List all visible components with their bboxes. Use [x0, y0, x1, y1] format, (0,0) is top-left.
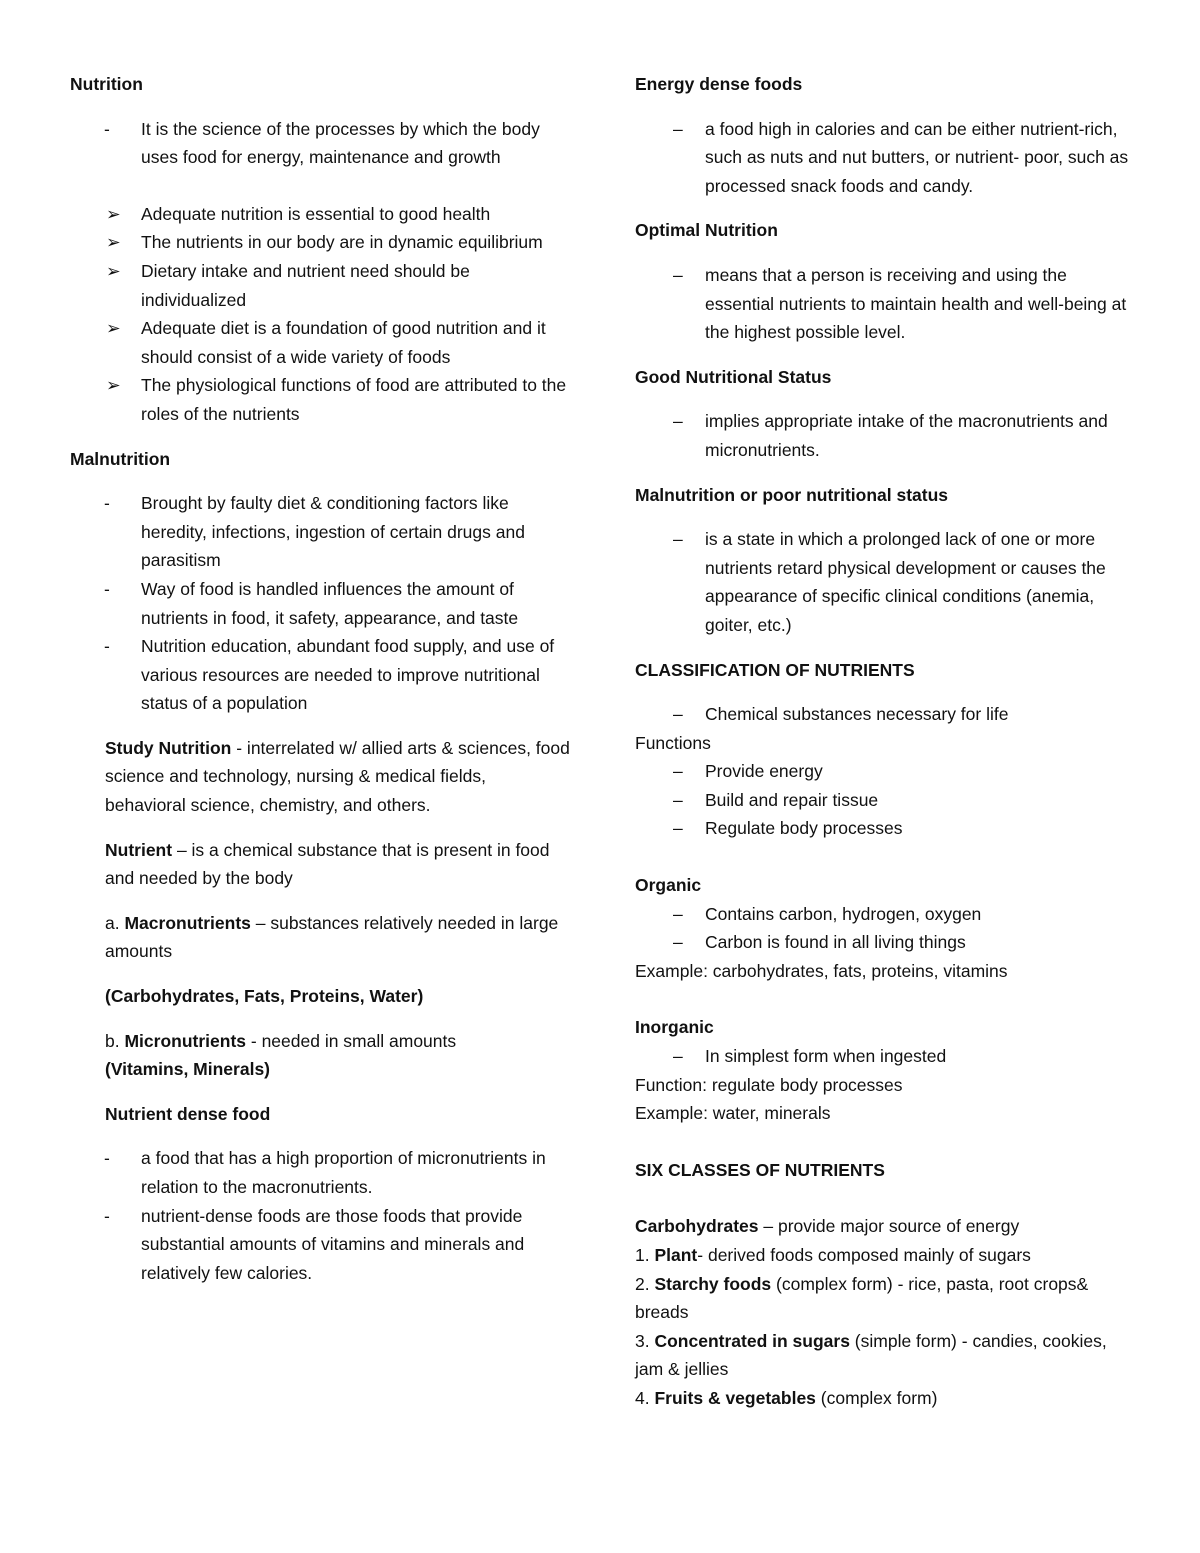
inorganic-example: Example: water, minerals: [635, 1103, 831, 1124]
list-item: – is a state in which a prolonged lack of one or more nutrients retard physical development or causes the appearance of specific clinical conditions (anemia, goiter, etc.): [635, 525, 1135, 639]
dash-marker: –: [673, 1046, 683, 1067]
poor-status-list: [635, 525, 1135, 639]
dash-marker: –: [673, 761, 683, 782]
nutrition-points-list: [70, 200, 570, 429]
energy-dense-list: [635, 115, 1135, 201]
left-column: [70, 70, 570, 1287]
right-column: [635, 70, 1135, 1413]
heading-nutrient-dense-food: Nutrient dense food: [105, 1103, 271, 1124]
micronutrients-term: Micronutrients: [124, 1030, 247, 1051]
dash-marker: -: [104, 578, 110, 599]
list-item: – Carbon is found in all living things: [635, 928, 1135, 957]
functions-label: Functions: [635, 732, 711, 753]
macronutrients-term: Macronutrients: [124, 912, 251, 933]
list-item: - Way of food is handled influences the amount of nutrients in food, it safety, appearance, and taste: [70, 575, 570, 632]
micronutrients-examples: (Vitamins, Minerals): [105, 1059, 271, 1080]
dash-marker: –: [673, 704, 683, 725]
dash-marker: -: [104, 493, 110, 514]
dash-marker: –: [673, 529, 683, 550]
list-item: - a food that has a high proportion of micronutrients in relation to the macronutrients.: [70, 1144, 570, 1201]
dash-marker: -: [104, 636, 110, 657]
dash-marker: -: [104, 1205, 110, 1226]
list-item: – Chemical substances necessary for life: [635, 700, 1135, 729]
list-item: – Contains carbon, hydrogen, oxygen: [635, 900, 1135, 929]
list-item: – Build and repair tissue: [635, 786, 1135, 815]
list-item: – a food high in calories and can be either nutrient-rich, such as nuts and nut butters, or nutrient- poor, such as processed snack foods and candy.: [635, 115, 1135, 201]
macronutrients-definition: a. Macronutrients – substances relatively needed in large amounts: [105, 912, 559, 962]
organic-list: [635, 900, 1135, 957]
list-item: - nutrient-dense foods are those foods that provide substantial amounts of vitamins and minerals and relatively few calories.: [70, 1202, 570, 1288]
micronutrients-definition: b. Micronutrients - needed in small amounts: [105, 1030, 457, 1051]
carb-list-item-3: 3. Concentrated in sugars (simple form) - candies, cookies, jam & jellies: [635, 1330, 1107, 1380]
list-item: ➢ The nutrients in our body are in dynamic equilibrium: [70, 228, 570, 257]
list-item: – means that a person is receiving and using the essential nutrients to maintain health and well-being at the highest possible level.: [635, 261, 1135, 347]
list-item: ➢ Adequate diet is a foundation of good nutrition and it should consist of a wide variety of foods: [70, 314, 570, 371]
carbohydrates-definition: Carbohydrates – provide major source of energy: [635, 1216, 1020, 1237]
nutrition-definition-list: [70, 115, 570, 172]
list-item: – In simplest form when ingested: [635, 1042, 1135, 1071]
study-nutrition-term: Study Nutrition: [105, 737, 232, 758]
carb-list-item-4: 4. Fruits & vegetables (complex form): [635, 1387, 938, 1408]
optimal-nutrition-list: [635, 261, 1135, 347]
list-item: – Regulate body processes: [635, 814, 1135, 843]
heading-energy-dense-foods: Energy dense foods: [635, 74, 803, 94]
nutrient-term: Nutrient: [105, 839, 173, 860]
list-item: - It is the science of the processes by which the body uses food for energy, maintenance and growth: [70, 115, 570, 172]
dash-marker: –: [673, 818, 683, 839]
macronutrients-examples: (Carbohydrates, Fats, Proteins, Water): [105, 986, 424, 1007]
list-item: ➢ Adequate nutrition is essential to good health: [70, 200, 570, 229]
dash-marker: –: [673, 264, 683, 285]
heading-nutrition: Nutrition: [70, 74, 143, 94]
nutrient-dense-list: [70, 1144, 570, 1287]
study-nutrition-paragraph: Study Nutrition - interrelated w/ allied arts & sciences, food science and technology, nursing & medical fields, behavioral science, chemistry, and others.: [105, 737, 570, 816]
organic-example: Example: carbohydrates, fats, proteins, vitamins: [635, 960, 1008, 981]
list-item: ➢ Dietary intake and nutrient need should be individualized: [70, 257, 570, 314]
dash-marker: -: [104, 1148, 110, 1169]
dash-marker: –: [673, 118, 683, 139]
dash-marker: –: [673, 789, 683, 810]
list-item: – Provide energy: [635, 757, 1135, 786]
carb-list-item-1: 1. Plant- derived foods composed mainly of sugars: [635, 1245, 1031, 1265]
nutrient-definition: Nutrient – is a chemical substance that is present in food and needed by the body: [105, 839, 550, 889]
inorganic-list: [635, 1042, 1135, 1071]
arrow-bullet-icon: ➢: [106, 203, 121, 224]
heading-good-nutritional-status: Good Nutritional Status: [635, 366, 832, 387]
inorganic-function: Function: regulate body processes: [635, 1074, 903, 1095]
dash-marker: –: [673, 903, 683, 924]
dash-marker: –: [673, 411, 683, 432]
functions-list: [635, 757, 1135, 843]
heading-organic: Organic: [635, 875, 702, 896]
list-item: - Brought by faulty diet & conditioning factors like heredity, infections, ingestion of certain drugs and parasitism: [70, 489, 570, 575]
arrow-bullet-icon: ➢: [106, 318, 121, 339]
dash-marker: -: [104, 118, 110, 139]
heading-inorganic: Inorganic: [635, 1017, 714, 1038]
good-status-list: [635, 407, 1135, 464]
list-item: – implies appropriate intake of the macronutrients and micronutrients.: [635, 407, 1135, 464]
heading-poor-nutritional-status: Malnutrition or poor nutritional status: [635, 484, 949, 505]
heading-six-classes: SIX CLASSES OF NUTRIENTS: [635, 1159, 885, 1180]
heading-optimal-nutrition: Optimal Nutrition: [635, 220, 778, 241]
list-item: - Nutrition education, abundant food supply, and use of various resources are needed to improve nutritional status of a population: [70, 632, 570, 718]
arrow-bullet-icon: ➢: [106, 232, 121, 253]
heading-classification: CLASSIFICATION OF NUTRIENTS: [635, 659, 915, 680]
list-item: ➢ The physiological functions of food are attributed to the roles of the nutrients: [70, 371, 570, 428]
carb-list-item-2: 2. Starchy foods (complex form) - rice, pasta, root crops& breads: [635, 1273, 1089, 1323]
arrow-bullet-icon: ➢: [106, 260, 121, 281]
classification-list: [635, 700, 1135, 729]
heading-malnutrition: Malnutrition: [70, 448, 171, 469]
malnutrition-list: [70, 489, 570, 718]
arrow-bullet-icon: ➢: [106, 375, 121, 396]
dash-marker: –: [673, 932, 683, 953]
carbohydrates-term: Carbohydrates: [635, 1216, 759, 1237]
